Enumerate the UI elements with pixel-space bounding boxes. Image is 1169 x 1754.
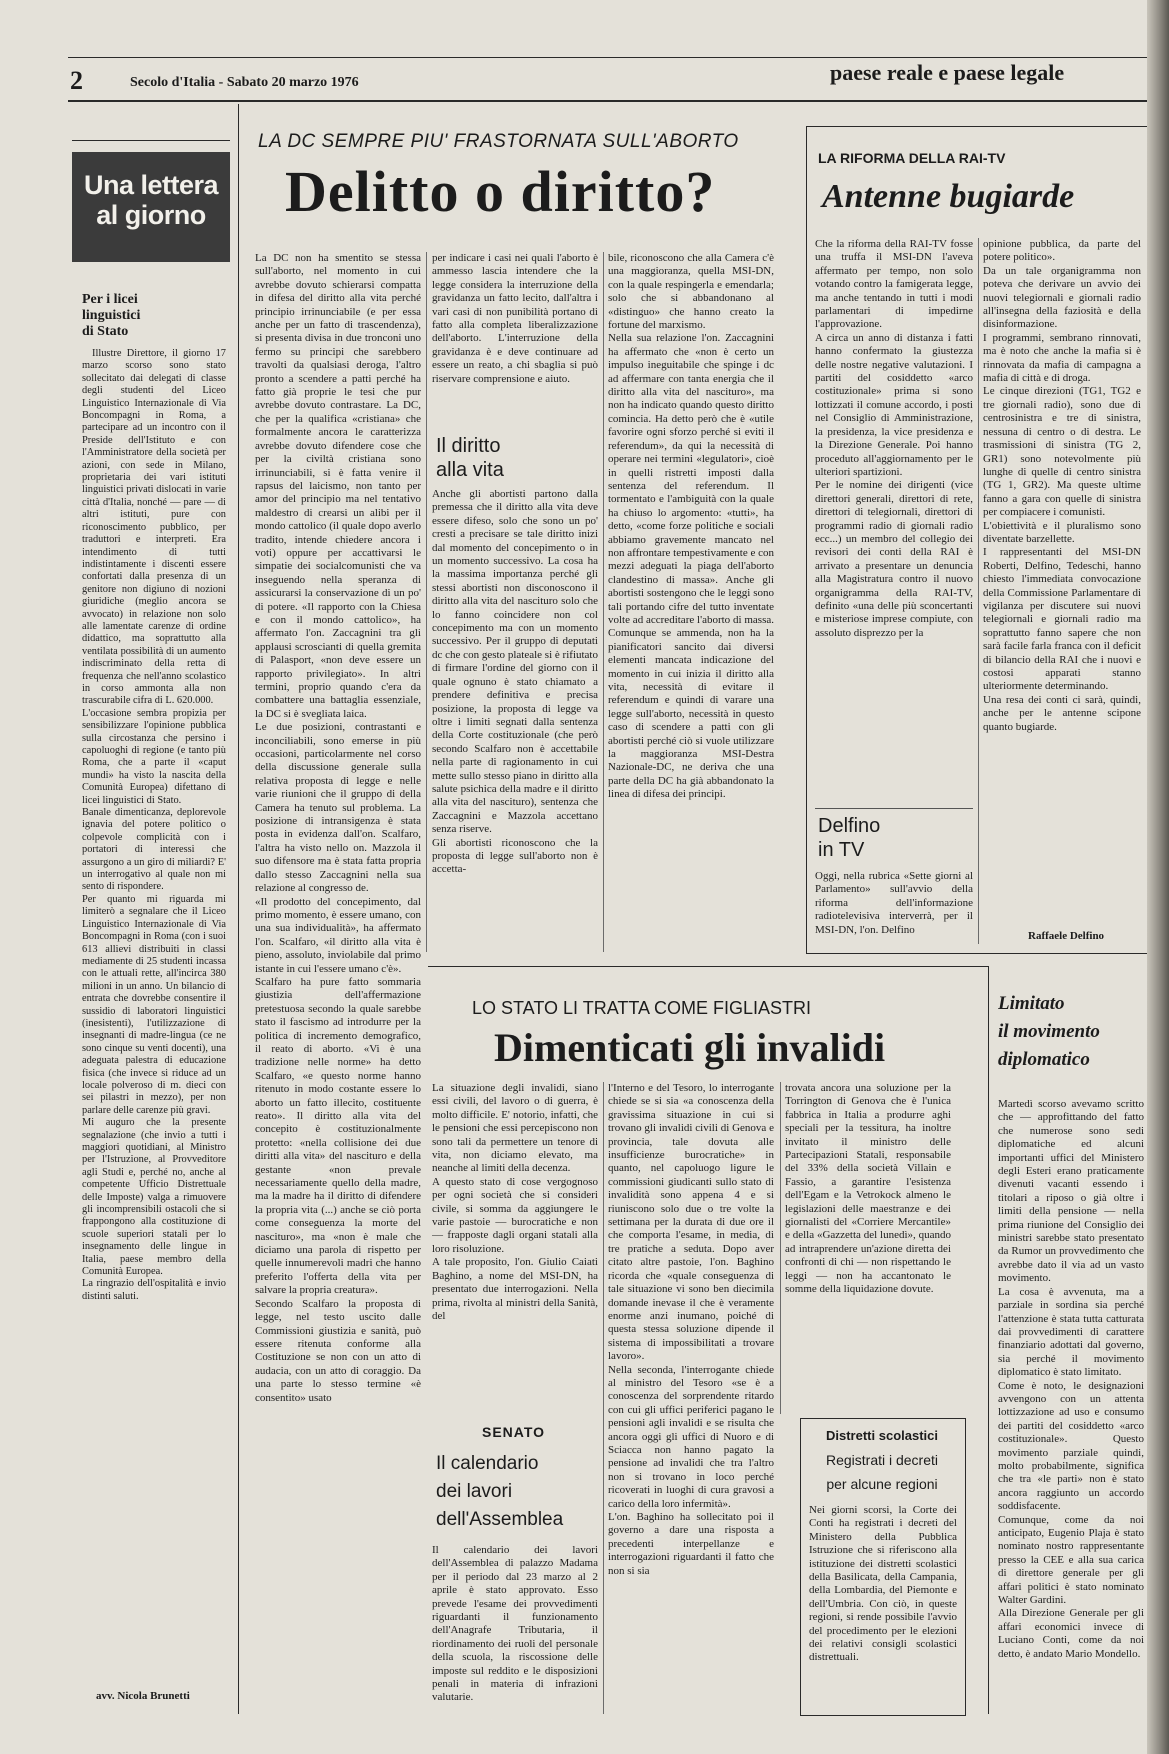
invalidi-top-rule (428, 966, 988, 967)
distretti-body: Nei giorni scorsi, la Corte dei Conti ha registrati i decreti del Ministero della Pubblica Istruzione che si riferiscono alla istituzione dei distretti scolastici della Basilicata, della Campania, della Lombardia, del Piemonte e dell'Umbria. Con ciò, in queste regioni, si rende possibile l'avvio del procedimento per le elezioni dei relativi consigli scolastici distrettuali. (809, 1504, 957, 1664)
letter-box-title-1: Una lettera (83, 170, 219, 200)
invalidi-kicker: LO STATO LI TRATTA COME FIGLIASTRI (472, 998, 812, 1018)
rai-sub-title: Delfino in TV (818, 815, 881, 861)
rai-headline: Antenne bugiarde (822, 178, 1075, 215)
masthead-rule (68, 100, 1148, 102)
section-title: paese reale e paese legale (830, 60, 1065, 85)
senate-label: SENATO (482, 1424, 546, 1440)
invalidi-rule-2 (780, 1082, 781, 1414)
letter-signature: avv. Nicola Brunetti (96, 1690, 190, 1702)
senate-body: Il calendario dei lavori dell'Assemblea di palazzo Madama per il periodo dal 23 marzo al 2 aprile è stato approvato. Esso prevede l'esame dei provvedimenti riguardanti il funzionamento dell'Anagrafe Tributaria, il riordinamento dei ruoli del personale della scuola, la riscossione delle imposte sul reddito e le disposizioni penali in materia di infrazioni valutarie. (432, 1544, 598, 1704)
diplomatico-body: Martedì scorso avevamo scritto che — approfittando del fatto che numerose sono sedi diplomatiche ed alcuni importanti uffici del Ministero degli Esteri erano praticamente divenuti vacanti essendo i titolari a riposo o già oltre i limiti della pensione — nella prima riunione del Consiglio dei ministri sarebbe stato presentato da Rumor un provvedimento che avrebbe dato il via ad un vasto movimento. La cosa è avvenuta, ma a parziale in sordina sia perché l'attenzione è stata tutta catturata dai provvedimenti di carattere finanziario adottati dal governo, sia perché il movimento diplomatico è stato limitato. Come è noto, le designazioni avvengono con un attenta lottizzazione ad uso e consumo dei partiti del cosiddetto «arco costituzionale». Questo movimento parziale quindi, molto probabilmente, significa che tra «le parti» non è stato ancora raggiunto un accordo soddisfacente. Comunque, come da noi anticipato, Eugenio Plaja è stato nominato nostro rappresentante presso la CEE e alla sua carica di direttore generale per gli affari politici è stato nominato Walter Gardini. Alla Direzione Generale per gli affari economici invece di Luciano Conti, come da noi detto, è andato Mario Mondello. (998, 1098, 1144, 1660)
invalidi-headline: Dimenticati gli invalidi (494, 1025, 886, 1070)
diplomatico-headline: Limitato il movimento diplomatico (998, 993, 1100, 1070)
letter-box-title-2: al giorno (96, 200, 206, 230)
top-rule (68, 57, 1148, 58)
letter-box-rule (72, 140, 230, 141)
rai-sub-rule (815, 808, 973, 809)
rai-col-rule (978, 238, 979, 944)
distretti-title-1: Distretti scolastici (826, 1428, 938, 1443)
letter-heading: Per i licei linguistici di Stato (82, 292, 141, 339)
page-binding-edge (1147, 0, 1169, 1754)
diplomatico-rule (988, 966, 989, 1714)
letter-box (72, 152, 230, 262)
lead-kicker: LA DC SEMPRE PIU' FRASTORNATA SULL'ABORTO (258, 131, 739, 152)
lead-subhead-1: Il diritto alla vita (436, 435, 504, 481)
rai-col-2: opinione pubblica, da parte del potere politico». Da un tale organigramma non poteva che derivare un avvio dei nuovi telegiornali e giornali radio all'insegna della faziosità e della disinformazione. I programmi, sembrano rinnovati, ma è noto che anche la mafia si è rinnovata da mafia di campagna a mafia di città e di droga. Le cinque direzioni (TG1, TG2 e tre giornali radio), sono due di centrosinistra e tre di sinistra, nessuna di centro o di destra. Le trasmissioni di sinistra (TG 2, GR1) sono notevolmente più lunghe di quelle di centro sinistra (TG 1, GR2). Ma queste ultime fanno a gara con quelle di sinistra per compiacere i comunisti. L'obiettività e il pluralismo sono diventate barzellette. I rappresentanti del MSI-DN Roberti, Delfino, Tedeschi, hanno chiesto l'immediata convocazione della Commissione Parlamentare di vigilanza per discutere sui nuovi telegiornali e giornali radio ma soprattutto fanno sapere che non sarà facile farla franca con il deficit di bilancio della RAI che i nuovi e costosi apparati stanno ulteriormente determinando. Una resa dei conti ci sarà, quindi, anche per le antenne scipone quanto bugiarde. (983, 238, 1141, 733)
rai-kicker: LA RIFORMA DELLA RAI-TV (818, 150, 1006, 166)
rai-sub-body: Oggi, nella rubrica «Sette giorni al Parlamento» sull'avvio della riforma dell'informazione radiotelevisiva interverrà, per il MSI-DN, l'on. Delfino (815, 870, 973, 936)
letter-body: Illustre Direttore, il giorno 17 marzo scorso sono stato sollecitato dai delegati di classe degli studenti del Liceo Linguistico Internazionale di Via Boncompagni in Roma, a partecipare ad un incontro con il Preside dell'Istituto e con l'Amministratore della società per azioni, con sede in Milano, proprietaria dei vari istituti linguistici privati dislocati in varie città d'Italia, nonché — pare — di altri istituti, pure con riconoscimento pubblico, per traduttori e interpreti. Era intendimento di tutti indistintamente i discenti essere confortati dalla presenza di un genitore non digiuno di nozioni giuridiche (meglio ancora se avvocato) in relazione non solo alle lamentate carenze di ordine didattico, ma soprattutto alla ventilata possibilità di un aumento indiscriminato della retta di frequenza che nell'anno scolastico in corso ammonta alla non trascurabile cifra di L. 620.000. L'occasione sembra propizia per sensibilizzare l'opinione pubblica sulla circostanza che persino i capoluoghi di regione (e tanto più Roma, che a parte il «caput mundi» ha visto la nascita della Comunità Europea) difettano di licei linguistici di Stato. Banale dimenticanza, deplorevole ignavia del potere politico o colpevole complicità con i portatori di interessi che assurgono a un giro di miliardi? E' un interrogativo al quale non mi sento di rispondere. Per quanto mi riguarda mi limiterò a segnalare che il Liceo Linguistico Internazionale di Via Boncompagni in Roma (con i suoi 613 allievi distribuiti in classi mediamente di 25 studenti incassa con le attuali rette, all'incirca 380 milioni in un anno. Un bilancio di entrata che dovrebbe consentire il sussidio di laboratori linguistici (inesistenti), l'utilizzazione di insegnanti di madre-lingua (ce ne sono cinque su venti docenti), una adeguata palestra di educazione fisica (che invece si riduce ad un locale polveroso di m. dieci con sei pilastri in mezzo), per non parlare delle carenze più gravi. Mi auguro che la presente segnalazione (che invio a tutti i maggiori quotidiani, al Ministro per l'Istruzione, al Provveditore agli Studi e, perché no, anche al competente Ufficio Distrettuale delle Imposte) valga a rimuovere gli incomprensibili ostacoli che si frappongono alla costituzione di scuole superiori statali per lo insegnamento delle lingue in Italia, paese membro della Comunità Europea. La ringrazio dell'ospitalità e invio distinti saluti. (82, 348, 226, 1302)
page-number: 2 (70, 66, 83, 95)
lead-col-1: La DC non ha smentito se stessa sull'aborto, nel momento in cui avrebbe dovuto schierarsi compatta in difesa del diritto alla vita perché principio irrinunciabile (e per essa anche per un fatto di trascendenza), si presenta divisa in due tronconi uno fermo su principi che sarebbero travolti da qualsiasi deroga, l'altro pronto a scendere a patti perché ha fatto già proprie le tesi che pur avrebbe dovuto contrastare. La DC, che per la qualifica «cristiana» che formalmente ancora le caratterizza avrebbe dovuto difendere cose che per la civiltà cristiana sono irrinunciabili, si è fatta venire il rapsus del laicismo, non tanto per amor del principio ma nel tentativo maldestro di crearsi un alibi per il mondo cattolico (il quale dopo averlo tradito, intende chiedere ancora i voti) oppure per accattivarsi le simpatie dei socialcomunisti che va inseguendo nella speranza di assicurarsi la conservazione di un po' di potere. «Il rapporto con la Chiesa e con il mondo cattolico», ha affermato l'on. Zaccagnini tra gli applausi scroscianti di quella gremita di Palasport, «non deve essere un rapporto privilegiato». In altri termini, proprio quando c'era da combattere una battaglia essenziale, la DC si è svegliata laica. Le due posizioni, contrastanti e inconciliabili, sono emerse in più occasioni, particolarmente nel corso della discussione generale sulla relativa proposta di legge e nelle varie riunioni che il gruppo di della Camera ha tenuto sul problema. La posizione di intransigenza è stata posta in evidenza dall'on. Scalfaro, l'altra ha visto nello on. Mazzola il suo difensore ma è stata fatta propria dallo stesso Zaccagnini nella sua relazione al congresso de. «Il prodotto del concepimento, dal primo momento, è essere umano, con una sua individualità», ha affermato l'on. Scalfaro, «il diritto alla vita è pieno, assoluto, inviolabile dal primo istante in cui l'essere umano c'è». Scalfaro ha pure fatto sommaria giustizia dell'affermazione pretestuosa secondo la quale sarebbe stato il fascismo ad introdurre per la politica di incremento demografico, il reato di aborto. «Vi è una tradizione nelle norme» ha detto Scalfaro, «e questo norme hanno ritenuto in modo costante essere lo aborto un fatto illecito, costituente reato». Il diritto alla vita del concepito è costituzionalmente protetto: «nella collisione dei due diritti alla vita» del nascituro e della gestante «non prevale necessariamente quello della madre, ma la madre ha il diritto di difendere la propria vita (...) anche se ciò porta come conseguenza la morte del nascituro», ma «non è male che diciamo una parola di rispetto per quelle innumerevoli madri che hanno preferito l'offerta della vita per salvare la propria creatura». Secondo Scalfaro la proposta di legge, nel testo uscito dalle Commissioni giustizia e sanità, può essere ritenuta conforme alla Costituzione se non con un atto di audacia, con un atto di coraggio. Da una parte lo stesso termine «è consentito» usato (255, 252, 421, 1404)
invalidi-col-3: trovata ancora una soluzione per la Torrington di Genova che è l'unica fabbrica in Italia a produrre aghi speciali per la tessitura, ha inoltre invitato il ministro delle Partecipazioni Statali, responsabile del 33% della società Villain e Fassio, a garantire l'esistenza dell'Egam e la Vetrokock almeno le legislazioni delle maestranze e dei giornalisti del «Corriere Mercantile» e della «Gazzetta del lunedì», quando ad intraprendere un'azione diretta dei confronti di chi — non rispettando le leggi — non ha accantonato le somme della liquidazione dovute. (785, 1082, 951, 1296)
invalidi-col-1: La situazione degli invalidi, siano essi civili, del lavoro o di guerra, è molto difficile. E' notorio, infatti, che le pensioni che essi percepiscono non sono tali da permettere un tenore di vita, non diciamo elevato, ma neanche al limiti della decenza. A questo stato di cose vergognoso per ogni società che si consideri civile, si somma da aggiungere le varie pastoie — burocratiche e non — frapposte dagli organi statali alla loro risoluzione. A tale proposito, l'on. Giulio Caiati Baghino, a nome del MSI-DN, ha presentato due interrogazioni. Nella prima, rivolta al ministri della Sanità, del (432, 1082, 598, 1322)
distretti-title-2: Registrati i decreti (825, 1452, 939, 1468)
lead-rule-1 (426, 252, 427, 952)
invalidi-col-2: l'Interno e del Tesoro, lo interrogante chiede se si sia «a conoscenza della gravissima situazione in cui si trovano gli invalidi civili di Genova e provincia, tale dovuta alle insufficienze burocratiche» in quanto, nel capoluogo ligure le commissioni giudicanti sullo stato di invalidità sono appena 4 e si riuniscono solo due o tre volte la settimana per la durata di due ore il che comporta l'esame, in media, di tre pratiche a seduta. Dopo aver citato altre pastoie, l'on. Baghino ricorda che «quale conseguenza di tale situazione vi sono ben diecimila domande inevase il che è veramente enorme anzi inumano, poiché di questa stessa soluzione dipende il sistema di impossibilitati a trovare lavoro». Nella seconda, l'interrogante chiede al ministro del Tesoro «se è a conoscenza del sorprendente ritardo con cui gli uffici periferici pagano le pensioni agli invalidi e se risulta che ancora oggi gli uffici di Nuoro e di Sciacca non hanno pagato la pensione ad invalidi che tra l'altro non si trovano in loco perché ricoverati in luoghi di cura gravosi a carico della loro infermità». L'on. Baghino ha sollecitato poi il governo a dare una risposta a precedenti interpellanze e interrogazioni riguardanti il fatto che non si sia (608, 1082, 774, 1577)
senate-title: Il calendario dei lavori dell'Assemblea (436, 1453, 564, 1530)
distretti-title-3: per alcune regioni (826, 1476, 938, 1492)
rai-signature: Raffaele Delfino (1028, 930, 1105, 942)
rai-col-1: Che la riforma della RAI-TV fosse una truffa il MSI-DN l'aveva affermato per tempo, non solo votando contro la famigerata legge, ma anche tentando in tutti i modi parlamentari di impedirne l'approvazione. A circa un anno di distanza i fatti hanno confermato la giustezza delle nostre negative valutazioni. I partiti del cosiddetto «arco costituzionale» prima si sono lottizzati il comune accordo, i posti nel Consiglio di Amministrazione, la presidenza, la vice presidenza e la Direzione Generale. Poi hanno proceduto all'aggiornamento per le ulteriori spartizioni. Per le nomine dei dirigenti (vice direttori generali, direttori di rete, direttori di telegiornali, direttori di programmi radio di giornali radio ecc...) un membro del collegio dei revisori dei conti della RAI è arrivato a presentare un denuncia alla Magistratura contro il nuovo organigramma della RAI-TV, definito «una delle più sconcertanti e misteriose imprese compiute, con assoluto disprezzo per la (815, 238, 973, 639)
lead-col-3: bile, riconoscono che alla Camera c'è una maggioranza, quella MSI-DN, con la quale respingerla e emendarla; solo che si abbandonano al «distinguo» che hanno creato la fortune del marxismo. Nella sua relazione l'on. Zaccagnini ha affermato che «non è certo un impulso ineguitabile che spinge i dc ad affermare con tanta energia che il diritto alla vita del nascituro», ma non ha indicato quando questo diritto comincia. Ha detto però che è «utile favorire ogni sforzo perché si eviti il referendum», da qui la necessità di operare nei termini «legulatori», cioè in quelli ristretti imposti dalla sentenza del referendum. Il tormentato e l'ambiguità con la quale ha chiuso lo argomento: «tutti», ha detto, «come forze politiche e sociali abbiamo gravemente mancato nel non affrontare tempestivamente e con mezzi adeguati la piaga dell'aborto clandestino di massa». Anche gli abortisti sostengono che le leggi sono tali portando cifre del tutto inventate volte ad accreditare l'aborto di massa. Comunque se ammenda, non ha la pianificatori sancito dai diversi elementi mancata indicazione del momento in cui inizia il diritto alla vita, necessità di evitare il referendum e quindi di varare una legge sull'aborto, necessità in questo caso di scendere a patti con gli abortisti perché ciò si vuole utilizzare la maggioranza MSI-Destra Nazionale-DC, ne deriva che una parte della DC ha già abbandonato la linea di difesa dei principi. (608, 252, 774, 801)
lead-col-2b: Anche gli abortisti partono dalla premessa che il diritto alla vita deve essere difeso, solo che sono un po' cresti a precisare se tale diritto inizi dal momento del concepimento o in un momento successivo. La cosa ha la massima importanza perché gli stessi abortisti non disconoscono il diritto alla vita del nascituro solo che lo fanno coincidere non col concepimento ma con un momento successivo. Per il gruppo di deputati dc che con gesto plateale si è rifiutato di firmare l'ordine del giorno con il quale ognuno è stato chiamato a prendere definitiva e precisa posizione, la proposta di legge va oltre i limiti segnati dalla sentenza della Corte costituzionale (che però secondo Scalfaro non è accettabile nella parte di ragionamento in cui mette sullo stesso piano in diritto alla salute psichica della madre e il diritto alla vita del nascituro), sentenza che Zaccagnini e Mazzola accettano senza riserve. Gli abortisti riconoscono che la proposta di legge sull'aborto non è accetta- (432, 488, 598, 876)
dateline: Secolo d'Italia - Sabato 20 marzo 1976 (130, 75, 359, 90)
column-rule-left (238, 104, 239, 1714)
lead-col-2a: per indicare i casi nei quali l'aborto è ammesso lascia intendere che la legge considera la interruzione della gravidanza un fatto lecito, dall'altra i vari casi di non punibilità portano di fatto alla completa liberalizzazione dell'aborto. L'interruzione della gravidanza è e deve continuare ad essere un reato, a chi sbaglia si può riservare comprensione e aiuto. (432, 252, 598, 385)
lead-rule-2 (603, 252, 604, 952)
lead-headline: Delitto o diritto? (285, 159, 716, 224)
invalidi-rule-1 (603, 1082, 604, 1714)
